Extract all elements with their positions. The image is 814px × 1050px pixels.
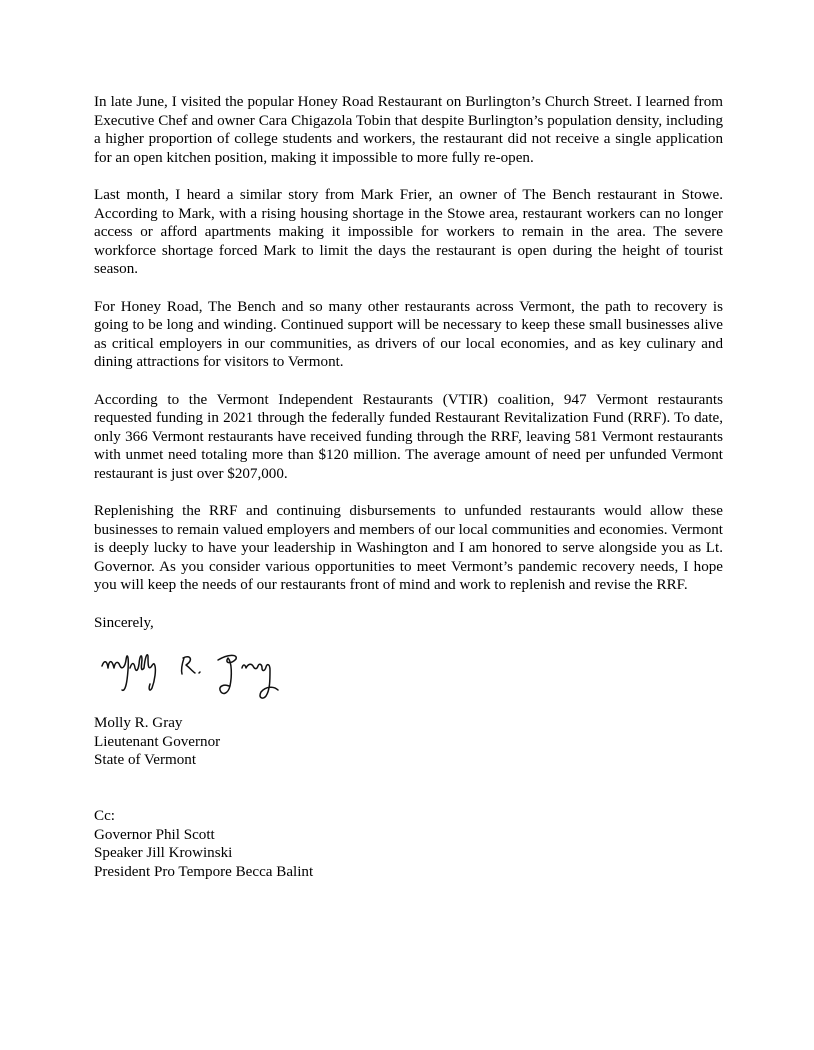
cc-recipient: Governor Phil Scott: [94, 826, 215, 843]
paragraph-rrf-funding: According to the Vermont Independent Restaurants (VTIR) coalition, 947 Vermont restaurants requested funding in 2021 through the federally funded Restaurant Revitalization Fund (RRF). To date, only 366 Vermont restaurants have received funding through the RRF, leaving 581 Vermont restaurants with unmet need totaling more than $120 million. The average amount of need per unfunded Vermont restaurant is just over $207,000.: [94, 391, 723, 482]
signer-title: Lieutenant Governor: [94, 733, 221, 750]
letter-body: [94, 93, 723, 882]
paragraph-replenish-request: Replenishing the RRF and continuing disbursements to unfunded restaurants would allow these businesses to remain valued employers and members of our local communities and economies. Vermont is deeply lucky to have your leadership in Washington and I am honored to serve alongside you as Lt. Governor. As you consider various opportunities to meet Vermont’s pandemic recovery needs, I hope you will keep the needs of our restaurants front of mind and work to replenish and revise the RRF.: [94, 503, 723, 594]
signer-organization: State of Vermont: [94, 752, 197, 769]
paragraph-honey-road: In late June, I visited the popular Honey Road Restaurant on Burlington’s Church Street. I learned from Executive Chef and owner Cara Chigazola Tobin that despite Burlington’s population density, including a higher proportion of college students and workers, the restaurant did not receive a single application for an open kitchen position, making it impossible to more fully re-open.: [94, 94, 723, 166]
cc-recipient: Speaker Jill Krowinski: [94, 845, 233, 862]
cc-recipient: President Pro Tempore Becca Balint: [94, 863, 314, 880]
signer-name: Molly R. Gray: [94, 715, 183, 732]
cc-block: [94, 807, 723, 881]
handwritten-signature: [98, 646, 298, 708]
cc-label: Cc:: [94, 808, 115, 825]
signer-block: [94, 714, 723, 770]
paragraph-the-bench: Last month, I heard a similar story from Mark Frier, an owner of The Bench restaurant in Stowe. According to Mark, with a rising housing shortage in the Stowe area, restaurant workers can no longer access or afford apartments making it impossible for workers to remain in the area. The severe workforce shortage forced Mark to limit the days the restaurant is open during the height of tourist season.: [94, 186, 723, 278]
closing-salutation: Sincerely,: [94, 614, 154, 631]
paragraph-recovery: For Honey Road, The Bench and so many other restaurants across Vermont, the path to recovery is going to be long and winding. Continued support will be necessary to keep these small businesses alive as critical employers in our communities, as drivers of our local economies, and as key culinary and dining attractions for visitors to Vermont.: [94, 298, 723, 371]
